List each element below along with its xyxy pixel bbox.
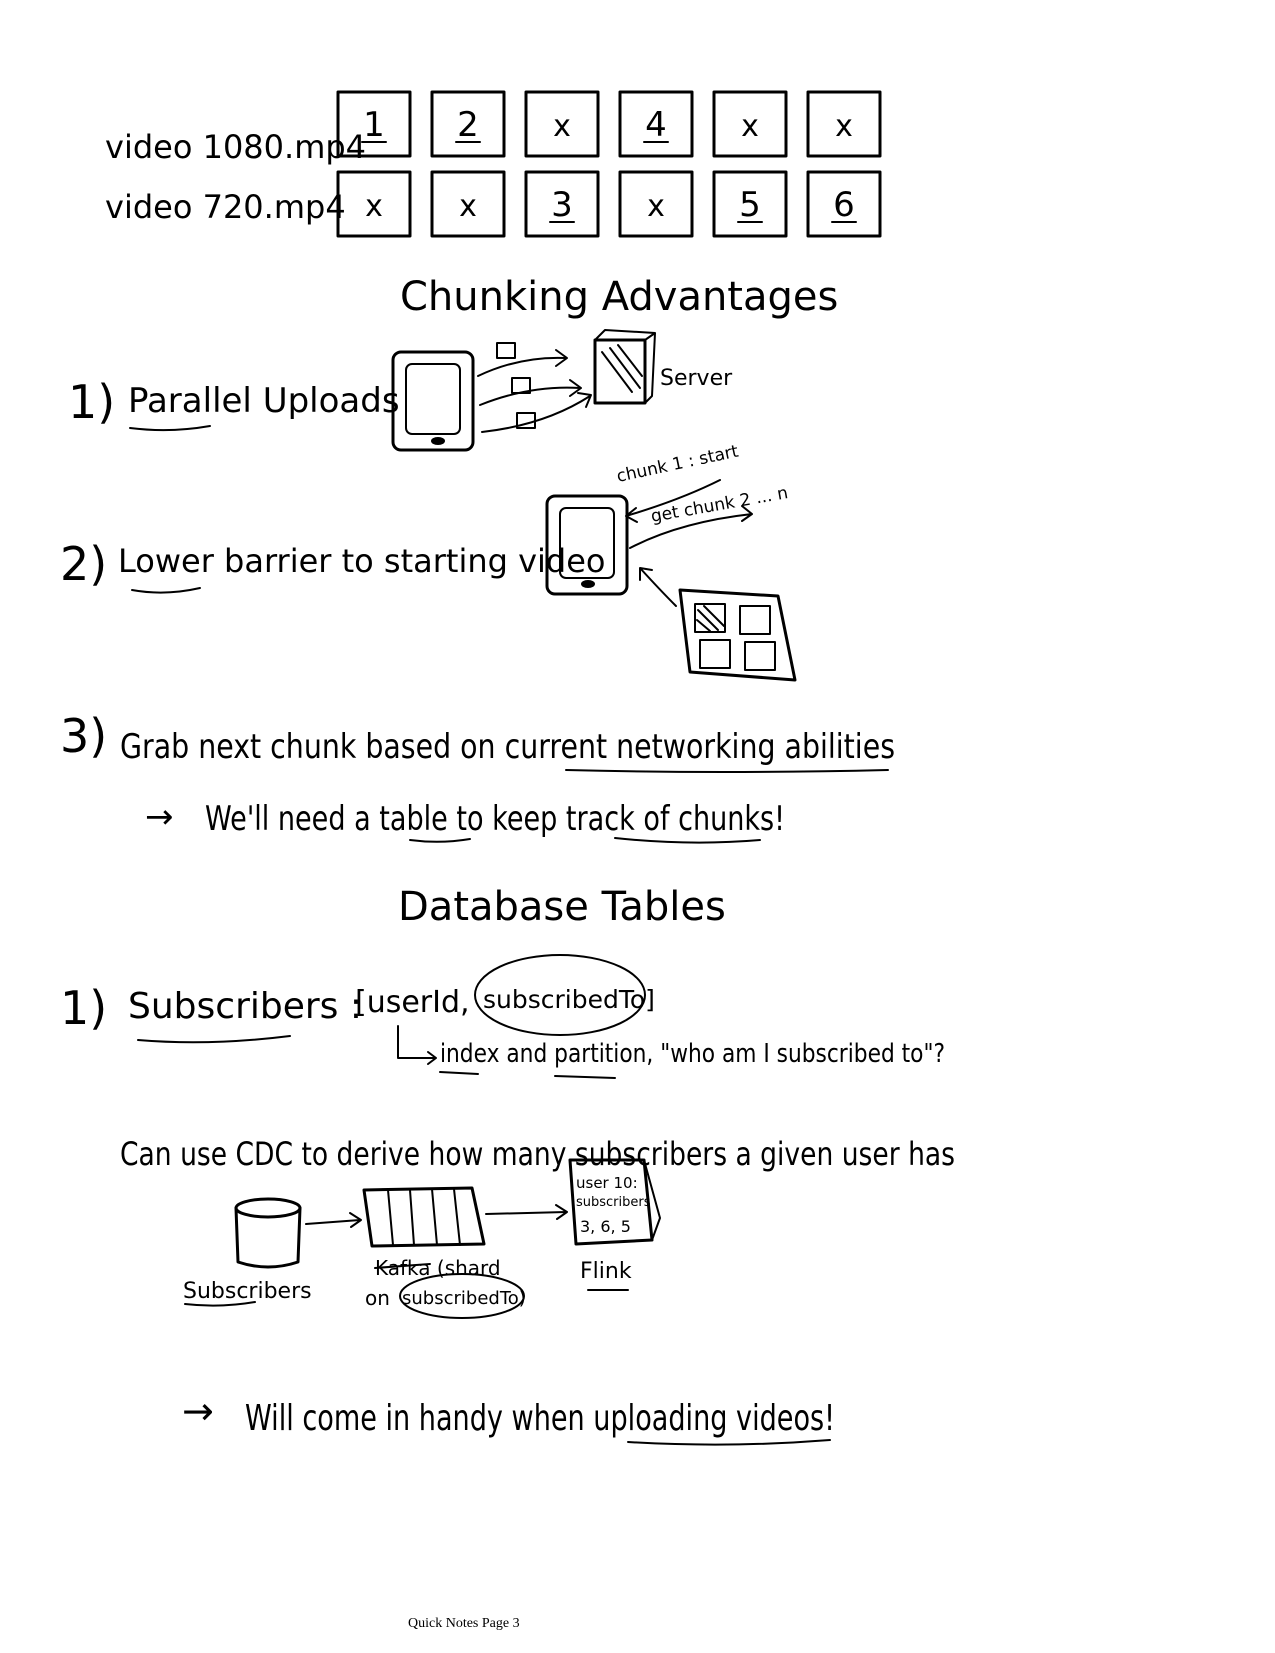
database-cylinder-icon — [236, 1199, 300, 1267]
chunk-missing-mark: x — [365, 189, 383, 224]
chunk-missing-mark: x — [741, 109, 759, 144]
chunking-item-1-text: Parallel Uploads — [128, 381, 400, 421]
final-arrow-glyph: → — [182, 1389, 214, 1433]
chunk-number: 5 — [739, 185, 761, 225]
chunk-missing-mark: x — [459, 189, 477, 224]
arrow-note-glyph: → — [145, 797, 174, 837]
underline-table — [410, 839, 470, 842]
kafka-key-label: subscribedTo) — [402, 1288, 526, 1309]
index-partition-note: index and partition, "who am I subscribed to"? — [440, 1039, 945, 1069]
chunking-heading: Chunking Advantages — [400, 274, 839, 320]
arrow-db-to-kafka — [306, 1213, 361, 1227]
flink-box-line-1: user 10: — [576, 1174, 638, 1192]
phone-icon — [393, 352, 473, 450]
chunk-number: 4 — [645, 105, 667, 145]
database-heading: Database Tables — [398, 884, 726, 930]
flink-box-line-2: subscribers — [576, 1195, 651, 1210]
final-note: Will come in handy when uploading videos! — [245, 1398, 835, 1439]
kafka-queue-icon — [364, 1188, 484, 1246]
chunking-item-3-num: 3) — [60, 709, 108, 763]
chunk-number: 2 — [457, 105, 479, 145]
subscribers-db-label: Subscribers — [183, 1279, 312, 1304]
chunk-missing-mark: x — [835, 109, 853, 144]
chunk-number: 3 — [551, 185, 573, 225]
row-label-1080: video 1080.mp4 — [105, 128, 367, 166]
underline-subscribers — [138, 1036, 290, 1042]
server-label: Server — [660, 366, 733, 391]
chunk1-start-label: chunk 1 : start — [614, 441, 741, 487]
chunk-cells — [338, 92, 880, 236]
arrow-grid-to-phone — [640, 568, 676, 606]
get-chunk-label: get chunk 2 ... n — [649, 483, 790, 527]
database-item-1-num: 1) — [60, 981, 108, 1035]
underline-partition — [555, 1076, 615, 1078]
server-icon — [595, 330, 655, 403]
schema-user-id: [userId, — [355, 985, 470, 1020]
underline-uploading — [628, 1440, 830, 1445]
underline-lower — [132, 588, 200, 593]
underline-parallel — [130, 426, 210, 430]
chunk-grid — [105, 92, 880, 236]
cdc-note: Can use CDC to derive how many subscribers a given user has — [120, 1135, 955, 1173]
chunk-number: 6 — [833, 185, 855, 225]
arrow-kafka-to-flink — [486, 1205, 567, 1219]
row-label-720: video 720.mp4 — [105, 188, 346, 226]
kafka-on-label: on — [365, 1286, 390, 1310]
chunk-table-note: We'll need a table to keep track of chunks! — [205, 799, 785, 839]
underline-index — [440, 1072, 478, 1074]
index-arrow — [398, 1026, 436, 1064]
database-item-1-text: Subscribers : — [128, 986, 362, 1027]
flink-label: Flink — [580, 1259, 632, 1284]
underline-current-networking — [566, 770, 888, 772]
kafka-label: Kafka (shard — [375, 1256, 501, 1280]
chunking-item-2-num: 2) — [60, 537, 108, 591]
flink-box-line-3: 3, 6, 5 — [580, 1217, 631, 1236]
chunk-missing-mark: x — [553, 109, 571, 144]
video-grid-icon — [680, 590, 795, 680]
chunk-missing-mark: x — [647, 189, 665, 224]
page-footer: Quick Notes Page 3 — [408, 1616, 520, 1631]
chunking-item-2-text: Lower barrier to starting video — [118, 542, 606, 580]
chunking-item-3-text: Grab next chunk based on current networking abilities — [120, 727, 895, 767]
schema-subscribed-to: subscribedTo] — [483, 985, 655, 1014]
chunk-number: 1 — [363, 105, 385, 145]
upload-chunks — [478, 343, 591, 432]
chunking-item-1-num: 1) — [68, 375, 116, 429]
